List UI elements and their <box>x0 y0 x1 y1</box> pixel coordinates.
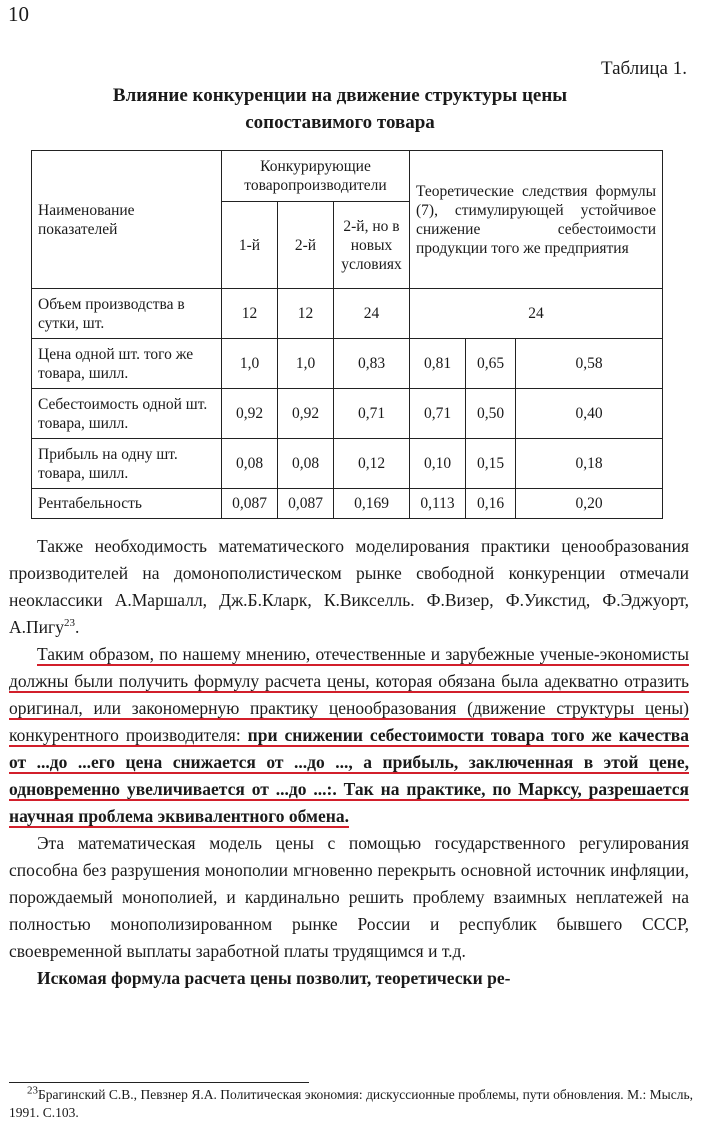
row-name: Прибыль на одну шт. товара, шилл. <box>32 439 222 489</box>
table-label: Таблица 1. <box>600 58 687 79</box>
cell: 12 <box>222 289 278 339</box>
paragraph-model: Эта математическая модель цены с помощью государственного регулирования способна без разрушения монополии мгновенно перекрыть основной источник инфляции, порождаемый монополией, и кардинально решить проблему взаимных неплатежей на полностью монополизированном рынке России и республик бывшего СССР, своевременной выплаты заработной платы трудящимся и т.д. <box>9 833 689 961</box>
cell: 0,169 <box>334 489 410 519</box>
cell: 0,50 <box>466 389 516 439</box>
row-name: Рентабельность <box>32 489 222 519</box>
cell: 0,92 <box>222 389 278 439</box>
cell: 1,0 <box>222 339 278 389</box>
header-indicator: Наименование показателей <box>32 151 222 289</box>
footnote-number: 23 <box>27 1084 38 1097</box>
cell: 1,0 <box>278 339 334 389</box>
footnote-marker: 23 <box>63 617 75 630</box>
cell: 0,087 <box>278 489 334 519</box>
cell: 0,65 <box>466 339 516 389</box>
cell: 0,16 <box>466 489 516 519</box>
table-row <box>32 489 663 519</box>
subheader-3: 2-й, но в новых условиях <box>334 202 410 289</box>
table-title <box>60 82 620 136</box>
paragraph-formula: Искомая формула расчета цены позволит, теоретически ре- <box>37 968 511 988</box>
header-theory: Теоретические следствия формулы (7), стимулирующей устойчивое снижение себестоимости продукции того же предприятия <box>410 151 663 289</box>
cell: 0,113 <box>410 489 466 519</box>
footnote <box>9 1086 693 1122</box>
cell: 0,08 <box>278 439 334 489</box>
table-row <box>32 289 663 339</box>
cell: 0,15 <box>466 439 516 489</box>
cell: 0,20 <box>516 489 663 519</box>
cell: 0,10 <box>410 439 466 489</box>
table-row <box>32 439 663 489</box>
table-row <box>32 389 663 439</box>
cell: 24 <box>410 289 663 339</box>
cell: 0,58 <box>516 339 663 389</box>
cell: 0,087 <box>222 489 278 519</box>
table-row <box>32 339 663 389</box>
cell: 0,92 <box>278 389 334 439</box>
subheader-2: 2-й <box>278 202 334 289</box>
cell: 0,71 <box>410 389 466 439</box>
cell: 0,40 <box>516 389 663 439</box>
table-title-line-1: Влияние конкуренции на движение структуры цены <box>112 85 568 106</box>
highlighted-bold-text: при снижении себестоимости товара того же качества от ...до ...его цена снижается от ...до ..., а прибыль, заключенная в этой цене, одновременно увеличивается от ...до ...:. Так на практике, по Марксу, разрешается научная проблема эквивалентного обмена. <box>9 725 690 826</box>
row-name: Объем производства в сутки, шт. <box>32 289 222 339</box>
row-name: Цена одной шт. того же товара, шилл. <box>32 339 222 389</box>
cell: 0,12 <box>334 439 410 489</box>
header-competitors: Конкурирующие товаропроизводители <box>222 151 410 202</box>
highlighted-text: Таким образом, по нашему мнению, отечественные и зарубежные ученые-экономисты должны были получить формулу расчета цены, которая обязана была адекватно отразить оригинал, или закономерную практику ценообразования (движение структуры цены) конкурентного производителя: <box>9 644 689 745</box>
paragraph-neoclassics: Также необходимость математического моделирования практики ценообразования производителей на домонополистическом рынке свободной конкуренции отмечали неоклассики А.Маршалл, Дж.Б.Кларк, К.Викселль. Ф.Визер, Ф.Уикстид, Ф.Эджуорт, А.Пигу$^{23}$. <box>9 536 689 637</box>
cell: 12 <box>278 289 334 339</box>
table-header-row <box>32 151 663 202</box>
row-name: Себестоимость одной шт. товара, шилл. <box>32 389 222 439</box>
footnote-text: Брагинский С.В., Певзнер Я.А. Политическая экономия: дискуссионные проблемы, пути обновления. М.: Мысль, 1991. С.103. <box>9 1087 693 1120</box>
cell: 0,81 <box>410 339 466 389</box>
cell: 0,71 <box>334 389 410 439</box>
cell: 0,83 <box>334 339 410 389</box>
footnote-divider <box>9 1082 309 1083</box>
table-title-line-2: сопоставимого товара <box>245 112 435 133</box>
data-table <box>31 150 663 519</box>
paragraph-highlighted <box>9 641 689 830</box>
cell: 24 <box>334 289 410 339</box>
page-number: 10 <box>8 2 29 26</box>
cell: 0,08 <box>222 439 278 489</box>
body-text <box>9 533 689 992</box>
subheader-1: 1-й <box>222 202 278 289</box>
cell: 0,18 <box>516 439 663 489</box>
